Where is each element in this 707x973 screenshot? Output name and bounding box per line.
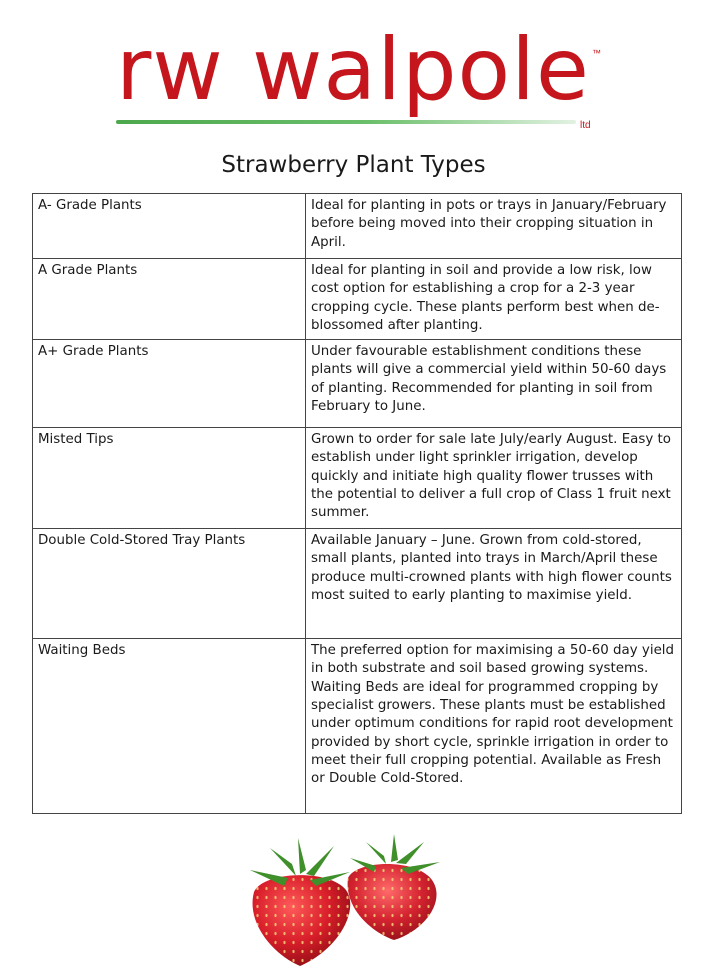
strawberries-image [226, 830, 466, 970]
table-row [33, 194, 682, 259]
logo-underline [116, 120, 576, 124]
plant-type-description: Grown to order for sale late July/early August. Easy to establish under light sprinkler irrigation, develop quickly and initiate high quality flower trusses with the potential to deliver a full crop of Class 1 fruit next summer. [306, 428, 682, 529]
plant-type-name: A Grade Plants [33, 259, 306, 340]
company-logo [112, 20, 612, 140]
plant-type-description: Available January – June. Grown from cold-stored, small plants, planted into trays in March/April these produce multi-crowned plants with high flower counts most suited to early planting to maximise yield. [306, 529, 682, 639]
plant-type-name: A+ Grade Plants [33, 340, 306, 428]
plant-type-description: Ideal for planting in pots or trays in January/February before being moved into their cropping situation in April. [306, 194, 682, 259]
table-row [33, 428, 682, 529]
page-title: Strawberry Plant Types [221, 152, 486, 178]
logo-ltd: ltd [580, 120, 591, 131]
table-row [33, 529, 682, 639]
plant-type-description: The preferred option for maximising a 50-60 day yield in both substrate and soil based growing systems. Waiting Beds are ideal for programmed cropping by specialist growers. These plants must be established under optimum conditions for rapid root development provided by short cycle, sprinkle irrigation in order to meet their full cropping potential. Available as Fresh or Double Cold-Stored. [306, 639, 682, 814]
plant-type-description: Under favourable establishment conditions these plants will give a commercial yield within 50-60 days of planting. Recommended for planting in soil from February to June. [306, 340, 682, 428]
table-row [33, 340, 682, 428]
logo-trademark: ™ [592, 48, 601, 58]
plant-type-name: Double Cold-Stored Tray Plants [33, 529, 306, 639]
plant-type-description: Ideal for planting in soil and provide a low risk, low cost option for establishing a crop for a 2-3 year cropping cycle. These plants perform best when de-blossomed after planting. [306, 259, 682, 340]
plant-type-name: A- Grade Plants [33, 194, 306, 259]
table-row [33, 259, 682, 340]
strawberry-left [250, 838, 350, 966]
table-row [33, 639, 682, 814]
plant-types-table [32, 193, 682, 814]
plant-type-name: Waiting Beds [33, 639, 306, 814]
strawberry-right [348, 834, 440, 940]
plant-type-name: Misted Tips [33, 428, 306, 529]
logo-wordmark: rw walpole [116, 20, 590, 120]
